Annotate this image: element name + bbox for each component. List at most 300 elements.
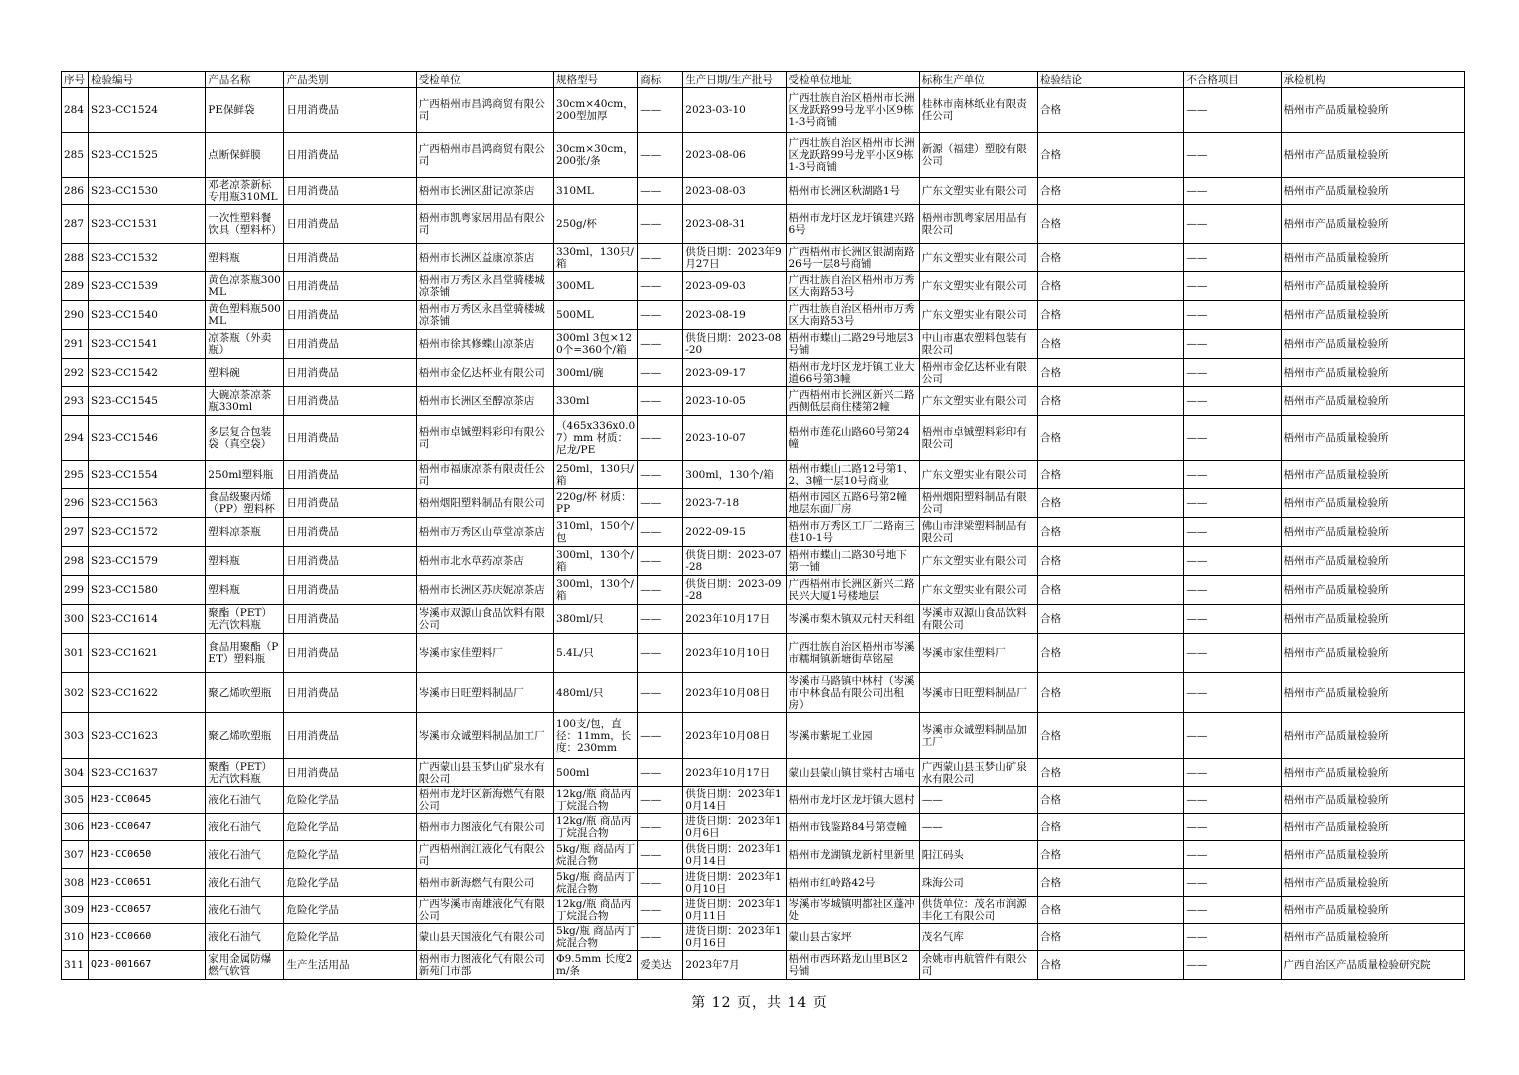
cell-inspected-unit: 岑溪市日旺塑料制品厂 — [416, 673, 553, 713]
cell-unit-address: 梧州市龙圩区龙圩镇建兴路6号 — [786, 205, 919, 244]
cell-manufacturer: 梧州市金亿达杯业有限公司 — [919, 359, 1037, 387]
cell-manufacturer: 阳江码头 — [919, 841, 1037, 869]
cell-inspected-unit: 岑溪市家佳塑料厂 — [416, 634, 553, 673]
cell-seq-no: 304 — [62, 759, 89, 787]
column-header-seq-no: 序号 — [62, 72, 89, 88]
cell-manufacturer: 中山市惠农塑料包装有限公司 — [919, 330, 1037, 359]
table-row — [62, 518, 1465, 547]
cell-testing-agency: 梧州市产品质量检验所 — [1281, 673, 1464, 713]
cell-production-date: 供货日期：2023年10月14日 — [683, 787, 786, 814]
cell-seq-no: 289 — [62, 272, 89, 301]
cell-manufacturer: 岑溪市日旺塑料制品厂 — [919, 673, 1037, 713]
cell-specification: 12kg/瓶 商品丙丁烷混合物 — [554, 897, 638, 924]
table-header — [62, 72, 1465, 88]
column-header-product-category: 产品类别 — [284, 72, 416, 88]
cell-product-category: 日用消费品 — [284, 244, 416, 272]
cell-manufacturer: 余姚市冉航管件有限公司 — [919, 951, 1037, 980]
cell-trademark: —— — [638, 518, 683, 547]
table-row — [62, 897, 1465, 924]
cell-product-name: 塑料凉茶瓶 — [206, 518, 284, 547]
cell-unit-address: 广西梧州市长洲区新兴二路西侧低层商住楼第2幢 — [786, 387, 919, 416]
cell-testing-agency: 梧州市产品质量检验所 — [1281, 205, 1464, 244]
cell-inspection-no: S23-CC1539 — [89, 272, 206, 301]
cell-inspection-no: S23-CC1541 — [89, 330, 206, 359]
cell-testing-agency: 梧州市产品质量检验所 — [1281, 489, 1464, 518]
cell-product-name: 聚酯（PET）无汽饮料瓶 — [206, 605, 284, 634]
table-row — [62, 205, 1465, 244]
cell-conclusion: 合格 — [1038, 841, 1184, 869]
cell-manufacturer: 广东文塑实业有限公司 — [919, 301, 1037, 330]
table-row — [62, 673, 1465, 713]
cell-production-date: 2023年10月08日 — [683, 713, 786, 759]
cell-trademark: —— — [638, 416, 683, 461]
cell-inspected-unit: 岑溪市双源山食品饮料有限公司 — [416, 605, 553, 634]
cell-product-name: 液化石油气 — [206, 924, 284, 951]
cell-seq-no: 285 — [62, 133, 89, 178]
cell-testing-agency: 梧州市产品质量检验所 — [1281, 713, 1464, 759]
column-header-trademark: 商标 — [638, 72, 683, 88]
cell-inspection-no: S23-CC1614 — [89, 605, 206, 634]
table-row — [62, 489, 1465, 518]
cell-inspected-unit: 梧州市长洲区甜记凉茶店 — [416, 178, 553, 205]
cell-trademark: —— — [638, 301, 683, 330]
cell-seq-no: 298 — [62, 547, 89, 576]
cell-product-name: 塑料碗 — [206, 359, 284, 387]
cell-product-name: 黄色凉茶瓶300ML — [206, 272, 284, 301]
cell-product-category: 危险化学品 — [284, 869, 416, 897]
cell-inspected-unit: 梧州市万秀区永昌堂骑楼城凉茶铺 — [416, 272, 553, 301]
cell-specification: 330ml — [554, 387, 638, 416]
cell-seq-no: 293 — [62, 387, 89, 416]
cell-specification: 5.4L/只 — [554, 634, 638, 673]
cell-testing-agency: 梧州市产品质量检验所 — [1281, 924, 1464, 951]
cell-specification: 330ml，130只/箱 — [554, 244, 638, 272]
cell-inspection-no: S23-CC1637 — [89, 759, 206, 787]
cell-manufacturer: 珠海公司 — [919, 869, 1037, 897]
cell-product-category: 日用消费品 — [284, 359, 416, 387]
cell-seq-no: 288 — [62, 244, 89, 272]
cell-inspected-unit: 梧州市新海燃气有限公司 — [416, 869, 553, 897]
cell-production-date: 供货日期：2023-09-28 — [683, 576, 786, 605]
cell-trademark: —— — [638, 178, 683, 205]
cell-product-category: 日用消费品 — [284, 178, 416, 205]
cell-trademark: —— — [638, 841, 683, 869]
table-row — [62, 330, 1465, 359]
cell-failed-items: —— — [1184, 841, 1281, 869]
cell-production-date: 2023-7-18 — [683, 489, 786, 518]
cell-manufacturer: 广东文塑实业有限公司 — [919, 576, 1037, 605]
cell-product-name: 液化石油气 — [206, 841, 284, 869]
cell-production-date: 2023-08-19 — [683, 301, 786, 330]
cell-failed-items: —— — [1184, 359, 1281, 387]
cell-trademark: —— — [638, 461, 683, 489]
cell-product-category: 日用消费品 — [284, 759, 416, 787]
cell-inspected-unit: 梧州市长洲区苏庆妮凉茶店 — [416, 576, 553, 605]
cell-specification: 5kg/瓶 商品丙丁烷混合物 — [554, 924, 638, 951]
cell-conclusion: 合格 — [1038, 301, 1184, 330]
cell-product-category: 危险化学品 — [284, 814, 416, 841]
page-number: 第 12 页，共 14 页 — [691, 995, 828, 1011]
cell-product-name: 250ml塑料瓶 — [206, 461, 284, 489]
cell-production-date: 2023-08-31 — [683, 205, 786, 244]
cell-testing-agency: 梧州市产品质量检验所 — [1281, 330, 1464, 359]
cell-conclusion: 合格 — [1038, 814, 1184, 841]
cell-failed-items: —— — [1184, 605, 1281, 634]
cell-testing-agency: 梧州市产品质量检验所 — [1281, 387, 1464, 416]
table-row — [62, 605, 1465, 634]
cell-product-name: 食品用聚酯（PET）塑料瓶 — [206, 634, 284, 673]
table-row — [62, 814, 1465, 841]
cell-product-category: 日用消费品 — [284, 461, 416, 489]
cell-failed-items: —— — [1184, 244, 1281, 272]
cell-specification: 100支/包，直径：11mm，长度：230mm — [554, 713, 638, 759]
cell-product-category: 日用消费品 — [284, 634, 416, 673]
cell-manufacturer: 梧州烟阳塑料制品有限公司 — [919, 489, 1037, 518]
cell-unit-address: 广西壮族自治区梧州市万秀区大南路53号 — [786, 272, 919, 301]
cell-specification: 30cm×40cm，200型加厚 — [554, 88, 638, 133]
column-header-failed-items: 不合格项目 — [1184, 72, 1281, 88]
cell-product-name: 多层复合包装袋（真空袋） — [206, 416, 284, 461]
cell-failed-items: —— — [1184, 330, 1281, 359]
table-row — [62, 133, 1465, 178]
cell-conclusion: 合格 — [1038, 489, 1184, 518]
cell-inspection-no: S23-CC1531 — [89, 205, 206, 244]
cell-manufacturer: 供货单位：茂名市润源丰化工有限公司 — [919, 897, 1037, 924]
cell-failed-items: —— — [1184, 301, 1281, 330]
cell-conclusion: 合格 — [1038, 759, 1184, 787]
cell-unit-address: 蒙山县蒙山镇甘棠村古埇屯 — [786, 759, 919, 787]
cell-failed-items: —— — [1184, 205, 1281, 244]
cell-specification: 500ml — [554, 759, 638, 787]
cell-trademark: —— — [638, 387, 683, 416]
cell-testing-agency: 梧州市产品质量检验所 — [1281, 272, 1464, 301]
cell-failed-items: —— — [1184, 178, 1281, 205]
cell-product-name: 液化石油气 — [206, 897, 284, 924]
cell-product-category: 日用消费品 — [284, 547, 416, 576]
table-row — [62, 787, 1465, 814]
cell-testing-agency: 梧州市产品质量检验所 — [1281, 518, 1464, 547]
cell-specification: Φ9.5mm 长度2m/条 — [554, 951, 638, 980]
cell-production-date: 进货日期：2023年10月16日 — [683, 924, 786, 951]
cell-manufacturer: 茂名气库 — [919, 924, 1037, 951]
cell-trademark: —— — [638, 330, 683, 359]
cell-inspection-no: S23-CC1563 — [89, 489, 206, 518]
cell-testing-agency: 梧州市产品质量检验所 — [1281, 178, 1464, 205]
cell-product-category: 日用消费品 — [284, 489, 416, 518]
cell-trademark: —— — [638, 576, 683, 605]
cell-inspected-unit: 梧州市长洲区至醇凉茶店 — [416, 387, 553, 416]
cell-inspection-no: S23-CC1542 — [89, 359, 206, 387]
cell-inspection-no: H23-CC0660 — [89, 924, 206, 951]
column-header-testing-agency: 承检机构 — [1281, 72, 1464, 88]
cell-unit-address: 梧州市长洲区秋湖路1号 — [786, 178, 919, 205]
cell-manufacturer: 广东文塑实业有限公司 — [919, 178, 1037, 205]
cell-production-date: 供货日期：2023-08-20 — [683, 330, 786, 359]
cell-inspection-no: H23-CC0651 — [89, 869, 206, 897]
cell-production-date: 2023年10月17日 — [683, 605, 786, 634]
cell-testing-agency: 梧州市产品质量检验所 — [1281, 759, 1464, 787]
cell-inspected-unit: 蒙山县天国液化气有限公司 — [416, 924, 553, 951]
cell-inspected-unit: 广西岑溪市南雄液化气有限公司 — [416, 897, 553, 924]
table-row — [62, 951, 1465, 980]
cell-seq-no: 292 — [62, 359, 89, 387]
cell-product-category: 日用消费品 — [284, 133, 416, 178]
table-row — [62, 461, 1465, 489]
cell-inspection-no: S23-CC1623 — [89, 713, 206, 759]
cell-testing-agency: 梧州市产品质量检验所 — [1281, 605, 1464, 634]
cell-specification: 300ml 3包×120个=360个/箱 — [554, 330, 638, 359]
cell-specification: （465x336x0.07）mm 材质：尼龙/PE — [554, 416, 638, 461]
cell-production-date: 2023-08-06 — [683, 133, 786, 178]
cell-inspection-no: S23-CC1525 — [89, 133, 206, 178]
cell-product-category: 危险化学品 — [284, 897, 416, 924]
cell-product-name: 大碗凉茶凉茶瓶330ml — [206, 387, 284, 416]
cell-manufacturer: 广西蒙山县玉梦山矿泉水有限公司 — [919, 759, 1037, 787]
cell-trademark: —— — [638, 272, 683, 301]
cell-trademark: 爱美达 — [638, 951, 683, 980]
cell-inspection-no: H23-CC0647 — [89, 814, 206, 841]
cell-inspected-unit: 梧州市力图液化气有限公司新苑门市部 — [416, 951, 553, 980]
cell-conclusion: 合格 — [1038, 673, 1184, 713]
cell-conclusion: 合格 — [1038, 133, 1184, 178]
cell-trademark: —— — [638, 713, 683, 759]
cell-failed-items: —— — [1184, 814, 1281, 841]
cell-product-category: 日用消费品 — [284, 518, 416, 547]
table-row — [62, 416, 1465, 461]
cell-product-category: 日用消费品 — [284, 272, 416, 301]
cell-specification: 30cm×30cm，200张/条 — [554, 133, 638, 178]
cell-trademark: —— — [638, 88, 683, 133]
cell-failed-items: —— — [1184, 489, 1281, 518]
cell-production-date: 2023-10-05 — [683, 387, 786, 416]
table-row — [62, 576, 1465, 605]
cell-seq-no: 296 — [62, 489, 89, 518]
table-row — [62, 272, 1465, 301]
cell-unit-address: 蒙山县古家坪 — [786, 924, 919, 951]
cell-inspection-no: H23-CC0657 — [89, 897, 206, 924]
cell-specification: 380ml/只 — [554, 605, 638, 634]
cell-product-name: 液化石油气 — [206, 787, 284, 814]
table-body — [62, 88, 1465, 980]
cell-product-name: 一次性塑料餐饮具（塑料杯） — [206, 205, 284, 244]
cell-inspection-no: S23-CC1524 — [89, 88, 206, 133]
cell-product-category: 日用消费品 — [284, 576, 416, 605]
cell-testing-agency: 梧州市产品质量检验所 — [1281, 547, 1464, 576]
cell-conclusion: 合格 — [1038, 634, 1184, 673]
cell-product-name: 黄色塑料瓶500ML — [206, 301, 284, 330]
cell-specification: 220g/杯 材质：PP — [554, 489, 638, 518]
cell-unit-address: 广西壮族自治区梧州市万秀区大南路53号 — [786, 301, 919, 330]
cell-inspected-unit: 梧州市徐其修蝶山凉茶店 — [416, 330, 553, 359]
cell-inspection-no: H23-CC0645 — [89, 787, 206, 814]
cell-inspected-unit: 梧州市福康凉茶有限责任公司 — [416, 461, 553, 489]
cell-unit-address: 梧州市园区五路6号第2幢地层东面厂房 — [786, 489, 919, 518]
cell-testing-agency: 梧州市产品质量检验所 — [1281, 634, 1464, 673]
cell-failed-items: —— — [1184, 133, 1281, 178]
cell-seq-no: 297 — [62, 518, 89, 547]
cell-product-category: 危险化学品 — [284, 841, 416, 869]
cell-unit-address: 岑溪市紫坭工业园 — [786, 713, 919, 759]
cell-failed-items: —— — [1184, 897, 1281, 924]
cell-testing-agency: 梧州市产品质量检验所 — [1281, 301, 1464, 330]
cell-seq-no: 299 — [62, 576, 89, 605]
table-row — [62, 387, 1465, 416]
cell-inspection-no: S23-CC1532 — [89, 244, 206, 272]
cell-inspected-unit: 岑溪市众诚塑料制品加工厂 — [416, 713, 553, 759]
table-row — [62, 88, 1465, 133]
cell-trademark: —— — [638, 605, 683, 634]
cell-inspected-unit: 梧州市力图液化气有限公司 — [416, 814, 553, 841]
cell-conclusion: 合格 — [1038, 416, 1184, 461]
cell-unit-address: 广西梧州市长洲区银湖南路26号一层8号商铺 — [786, 244, 919, 272]
cell-product-name: 液化石油气 — [206, 814, 284, 841]
cell-testing-agency: 梧州市产品质量检验所 — [1281, 787, 1464, 814]
cell-failed-items: —— — [1184, 518, 1281, 547]
cell-seq-no: 290 — [62, 301, 89, 330]
cell-inspection-no: S23-CC1580 — [89, 576, 206, 605]
cell-production-date: 2023年10月17日 — [683, 759, 786, 787]
table-row — [62, 713, 1465, 759]
cell-conclusion: 合格 — [1038, 178, 1184, 205]
cell-trademark: —— — [638, 897, 683, 924]
cell-production-date: 进货日期：2023年10月11日 — [683, 897, 786, 924]
cell-conclusion: 合格 — [1038, 359, 1184, 387]
cell-product-name: 家用金属防爆燃气软管 — [206, 951, 284, 980]
cell-seq-no: 309 — [62, 897, 89, 924]
cell-product-name: 聚乙烯吹塑瓶 — [206, 713, 284, 759]
cell-seq-no: 308 — [62, 869, 89, 897]
cell-product-category: 日用消费品 — [284, 330, 416, 359]
cell-conclusion: 合格 — [1038, 88, 1184, 133]
cell-product-category: 日用消费品 — [284, 605, 416, 634]
table-row — [62, 301, 1465, 330]
cell-inspected-unit: 梧州烟阳塑料制品有限公司 — [416, 489, 553, 518]
cell-product-category: 日用消费品 — [284, 416, 416, 461]
cell-unit-address: 梧州市钱鉴路84号第壹幢 — [786, 814, 919, 841]
table-row — [62, 244, 1465, 272]
cell-inspected-unit: 梧州市万秀区山草堂凉茶店 — [416, 518, 553, 547]
cell-inspected-unit: 梧州市北水草药凉茶店 — [416, 547, 553, 576]
cell-failed-items: —— — [1184, 951, 1281, 980]
cell-product-category: 日用消费品 — [284, 713, 416, 759]
table-row — [62, 759, 1465, 787]
cell-inspection-no: S23-CC1579 — [89, 547, 206, 576]
cell-unit-address: 梧州市蝶山二路29号地层3号铺 — [786, 330, 919, 359]
cell-unit-address: 岑溪市岑城镇明都社区蓬冲处 — [786, 897, 919, 924]
cell-manufacturer: 广东文塑实业有限公司 — [919, 272, 1037, 301]
cell-product-name: 塑料瓶 — [206, 547, 284, 576]
cell-product-category: 日用消费品 — [284, 88, 416, 133]
cell-specification: 250g/杯 — [554, 205, 638, 244]
cell-trademark: —— — [638, 924, 683, 951]
cell-unit-address: 梧州市红岭路42号 — [786, 869, 919, 897]
table-row — [62, 869, 1465, 897]
cell-conclusion: 合格 — [1038, 924, 1184, 951]
cell-trademark: —— — [638, 489, 683, 518]
cell-product-category: 日用消费品 — [284, 673, 416, 713]
cell-seq-no: 287 — [62, 205, 89, 244]
cell-production-date: 2023年10月10日 — [683, 634, 786, 673]
cell-testing-agency: 梧州市产品质量检验所 — [1281, 869, 1464, 897]
cell-testing-agency: 广西自治区产品质量检验研究院 — [1281, 951, 1464, 980]
cell-testing-agency: 梧州市产品质量检验所 — [1281, 897, 1464, 924]
cell-unit-address: 梧州市蝶山二路30号地下第一铺 — [786, 547, 919, 576]
table-row — [62, 178, 1465, 205]
column-header-production-date: 生产日期/生产批号 — [683, 72, 786, 88]
cell-production-date: 2023-08-03 — [683, 178, 786, 205]
cell-inspection-no: S23-CC1554 — [89, 461, 206, 489]
cell-seq-no: 300 — [62, 605, 89, 634]
inspection-results-table — [61, 71, 1465, 980]
cell-unit-address: 梧州市龙湖镇龙新村里新里 — [786, 841, 919, 869]
cell-conclusion: 合格 — [1038, 605, 1184, 634]
cell-inspection-no: S23-CC1572 — [89, 518, 206, 547]
cell-unit-address: 梧州市龙圩区龙圩镇工业大道66号第3幢 — [786, 359, 919, 387]
cell-testing-agency: 梧州市产品质量检验所 — [1281, 461, 1464, 489]
cell-failed-items: —— — [1184, 673, 1281, 713]
cell-inspected-unit: 梧州市长洲区益康凉茶店 — [416, 244, 553, 272]
cell-conclusion: 合格 — [1038, 951, 1184, 980]
cell-inspected-unit: 梧州市龙圩区新海燃气有限公司 — [416, 787, 553, 814]
header-row — [62, 72, 1465, 88]
cell-product-name: 凉茶瓶（外卖瓶） — [206, 330, 284, 359]
cell-unit-address: 梧州市蝶山二路12号第1、2、3幢一层10号商业 — [786, 461, 919, 489]
cell-trademark: —— — [638, 634, 683, 673]
table-row — [62, 547, 1465, 576]
cell-product-name: 液化石油气 — [206, 869, 284, 897]
cell-failed-items: —— — [1184, 869, 1281, 897]
column-header-conclusion: 检验结论 — [1038, 72, 1184, 88]
cell-trademark: —— — [638, 359, 683, 387]
cell-product-name: 邓老凉茶新标专用瓶310ML — [206, 178, 284, 205]
cell-manufacturer: 岑溪市双源山食品饮料有限公司 — [919, 605, 1037, 634]
cell-product-name: 塑料瓶 — [206, 244, 284, 272]
cell-production-date: 2023年7月 — [683, 951, 786, 980]
cell-failed-items: —— — [1184, 924, 1281, 951]
cell-inspection-no: Q23-001667 — [89, 951, 206, 980]
cell-inspection-no: S23-CC1530 — [89, 178, 206, 205]
cell-trademark: —— — [638, 814, 683, 841]
cell-testing-agency: 梧州市产品质量检验所 — [1281, 359, 1464, 387]
cell-specification: 250ml，130只/箱 — [554, 461, 638, 489]
cell-seq-no: 294 — [62, 416, 89, 461]
cell-product-name: 塑料瓶 — [206, 576, 284, 605]
cell-conclusion: 合格 — [1038, 576, 1184, 605]
cell-product-name: 聚酯（PET）无汽饮料瓶 — [206, 759, 284, 787]
cell-inspection-no: S23-CC1540 — [89, 301, 206, 330]
cell-inspected-unit: 梧州市万秀区永昌堂骑楼城凉茶铺 — [416, 301, 553, 330]
cell-failed-items: —— — [1184, 759, 1281, 787]
cell-testing-agency: 梧州市产品质量检验所 — [1281, 244, 1464, 272]
cell-manufacturer: 梧州市凯粤家居用品有限公司 — [919, 205, 1037, 244]
cell-conclusion: 合格 — [1038, 330, 1184, 359]
cell-conclusion: 合格 — [1038, 518, 1184, 547]
cell-production-date: 供货日期：2023年9月27日 — [683, 244, 786, 272]
cell-failed-items: —— — [1184, 547, 1281, 576]
cell-specification: 310ML — [554, 178, 638, 205]
cell-specification: 310ml，150个/包 — [554, 518, 638, 547]
cell-specification: 480ml/只 — [554, 673, 638, 713]
cell-failed-items: —— — [1184, 387, 1281, 416]
cell-inspected-unit: 广西梧州润江液化气有限公司 — [416, 841, 553, 869]
cell-specification: 300ML — [554, 272, 638, 301]
cell-inspected-unit: 广西梧州市昌鸿商贸有限公司 — [416, 88, 553, 133]
cell-seq-no: 311 — [62, 951, 89, 980]
table-row — [62, 359, 1465, 387]
cell-seq-no: 303 — [62, 713, 89, 759]
cell-trademark: —— — [638, 787, 683, 814]
column-header-manufacturer: 标称生产单位 — [919, 72, 1037, 88]
